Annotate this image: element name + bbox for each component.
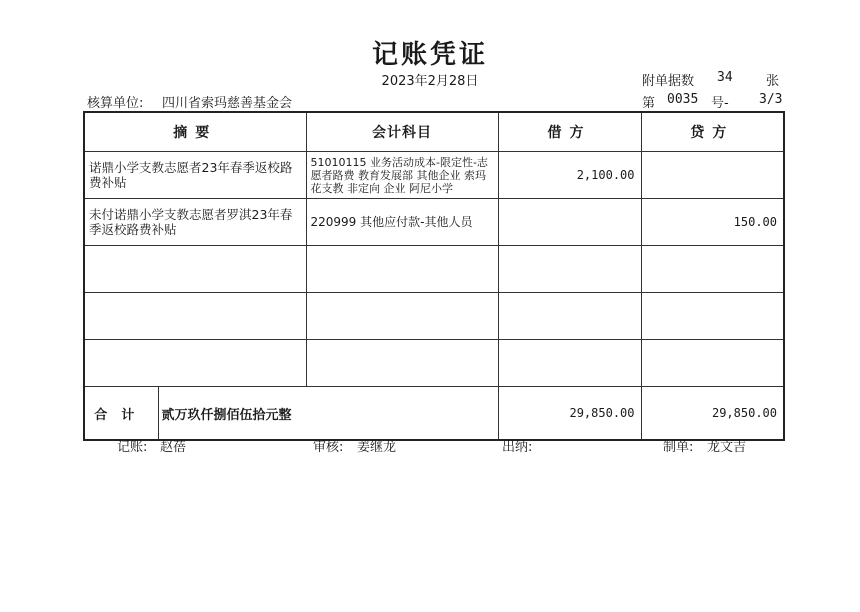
- reviewer-name: 姜继龙: [357, 440, 397, 455]
- row-credit: [641, 152, 784, 199]
- header-debit: 借方: [498, 112, 641, 152]
- total-label: 合计: [84, 387, 158, 441]
- table-row: [84, 293, 784, 340]
- cashier-label: 出纳:: [502, 440, 533, 455]
- row-debit: [498, 246, 641, 293]
- row-account: [306, 293, 498, 340]
- voucher-date: 2023年2月28日: [381, 74, 479, 89]
- unit-name: 四川省索玛慈善基金会: [162, 96, 293, 111]
- row-summary: [84, 246, 306, 293]
- attachment-count: 34: [717, 70, 733, 85]
- reviewer-label: 审核:: [313, 440, 344, 455]
- total-credit: 29,850.00: [641, 387, 784, 441]
- row-account: [306, 340, 498, 387]
- row-credit: [641, 246, 784, 293]
- attachment-unit: 张: [766, 74, 780, 89]
- preparer-label: 制单:: [663, 440, 694, 455]
- row-summary: [84, 340, 306, 387]
- row-summary: [84, 293, 306, 340]
- voucher-number-suffix: 号-: [711, 96, 729, 111]
- total-debit: 29,850.00: [498, 387, 641, 441]
- table-row: [84, 152, 784, 199]
- header-credit: 贷方: [641, 112, 784, 152]
- unit-label: 核算单位:: [87, 96, 144, 111]
- table-header-row: [84, 112, 784, 152]
- row-debit: [498, 293, 641, 340]
- row-account: [306, 246, 498, 293]
- row-debit: 2,100.00: [498, 152, 641, 199]
- table-row: [84, 199, 784, 246]
- total-amount-words: 贰万玖仟捌佰伍拾元整: [158, 387, 498, 441]
- header-account: 会计科目: [306, 112, 498, 152]
- table-row: [84, 340, 784, 387]
- row-credit: [641, 293, 784, 340]
- row-debit: [498, 199, 641, 246]
- bookkeeper-name: 赵蓓: [160, 440, 187, 455]
- attachment-label: 附单据数: [642, 74, 695, 89]
- header-summary: 摘要: [84, 112, 306, 152]
- voucher-page: 3/3: [759, 92, 783, 107]
- row-debit: [498, 340, 641, 387]
- bookkeeper-label: 记账:: [117, 440, 148, 455]
- voucher-number: 0035: [667, 92, 699, 107]
- voucher-table: [83, 111, 785, 441]
- row-summary: 未付诺鼎小学支教志愿者罗淇23年春季返校路费补贴: [84, 199, 306, 246]
- preparer-name: 龙文吉: [707, 440, 747, 455]
- voucher-number-prefix: 第: [642, 96, 656, 111]
- row-account: 220999 其他应付款-其他人员: [306, 199, 498, 246]
- row-account: 51010115 业务活动成本-限定性-志愿者路费 教育发展部 其他企业 索玛花支教 非定向 企业 阿尼小学: [306, 152, 498, 199]
- total-row: [84, 387, 784, 441]
- table-row: [84, 246, 784, 293]
- row-credit: 150.00: [641, 199, 784, 246]
- row-summary: 诺鼎小学支教志愿者23年春季返校路费补贴: [84, 152, 306, 199]
- voucher-title: 记账凭证: [371, 40, 488, 70]
- row-credit: [641, 340, 784, 387]
